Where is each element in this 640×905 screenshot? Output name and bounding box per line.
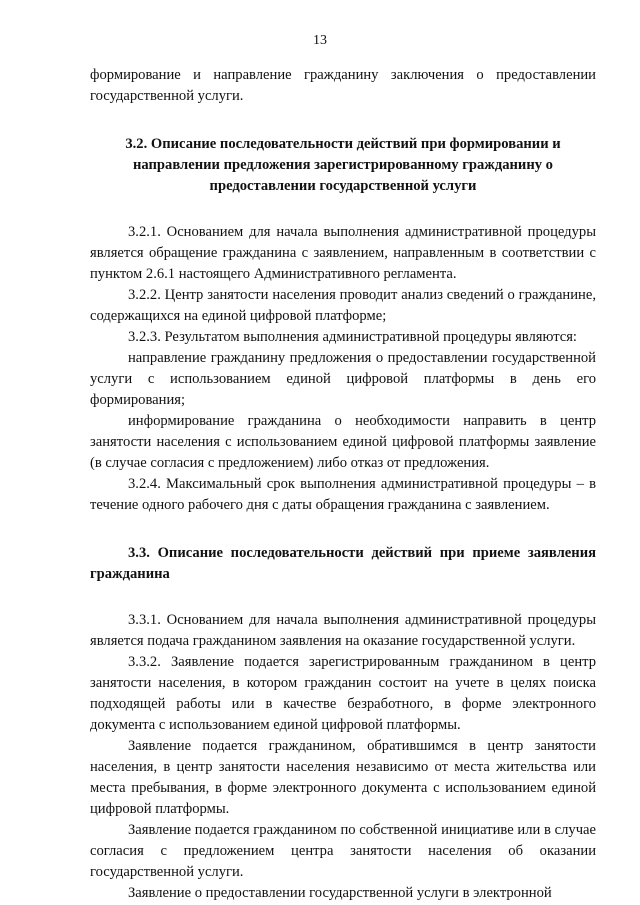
paragraph-3-3-2: 3.3.2. Заявление подается зарегистрированным гражданином в центр занятости населения, в котором гражданин состоит на учете в целях поиска подходящей работы или в качестве безработного, в форме электронного документа с использованием единой цифровой платформы.	[90, 654, 596, 733]
paragraph-application-place: Заявление подается гражданином, обратившимся в центр занятости населения, в центр занятости населения независимо от места жительства или места пребывания, в форме электронного документа с использованием единой цифровой платформы.	[90, 738, 596, 817]
paragraph-3-2-4: 3.2.4. Максимальный срок выполнения административной процедуры – в течение одного рабочего дня с даты обращения гражданина с заявлением.	[90, 476, 596, 513]
paragraph-result-1: направление гражданину предложения о предоставлении государственной услуги с использованием единой цифровой платформы в день его формирования;	[90, 350, 596, 408]
paragraph-continuation: формирование и направление гражданину заключения о предоставлении государственной услуги.	[90, 67, 596, 104]
paragraph-3-2-3: 3.2.3. Результатом выполнения административной процедуры являются:	[128, 329, 577, 345]
paragraph-3-3-1: 3.3.1. Основанием для начала выполнения административной процедуры является подача гражданином заявления на оказание государственной услуги.	[90, 612, 596, 649]
paragraph-3-2-2: 3.2.2. Центр занятости населения проводит анализ сведений о гражданине, содержащихся на единой цифровой платформе;	[90, 287, 596, 324]
paragraph-application-electronic: Заявление о предоставлении государственной услуги в электронной	[128, 885, 552, 901]
paragraph-application-initiative: Заявление подается гражданином по собственной инициативе или в случае согласия с предложением центра занятости населения об оказании государственной услуги.	[90, 822, 596, 880]
section-heading-3-2: 3.2. Описание последовательности действий при формировании и направлении предложения зарегистрированному гражданину о предоставлении государственной услуги	[125, 136, 561, 194]
page-number: 13	[313, 33, 327, 48]
paragraph-result-2: информирование гражданина о необходимости направить в центр занятости населения с использованием единой цифровой платформы заявление (в случае согласия с предложением) либо отказ от предложения.	[90, 413, 596, 471]
document-body	[90, 65, 596, 904]
section-heading-3-3: 3.3. Описание последовательности действий при приеме заявления гражданина	[90, 545, 596, 582]
paragraph-3-2-1: 3.2.1. Основанием для начала выполнения административной процедуры является обращение гражданина с заявлением, направленным в соответствии с пунктом 2.6.1 настоящего Административного регламента.	[90, 224, 596, 282]
